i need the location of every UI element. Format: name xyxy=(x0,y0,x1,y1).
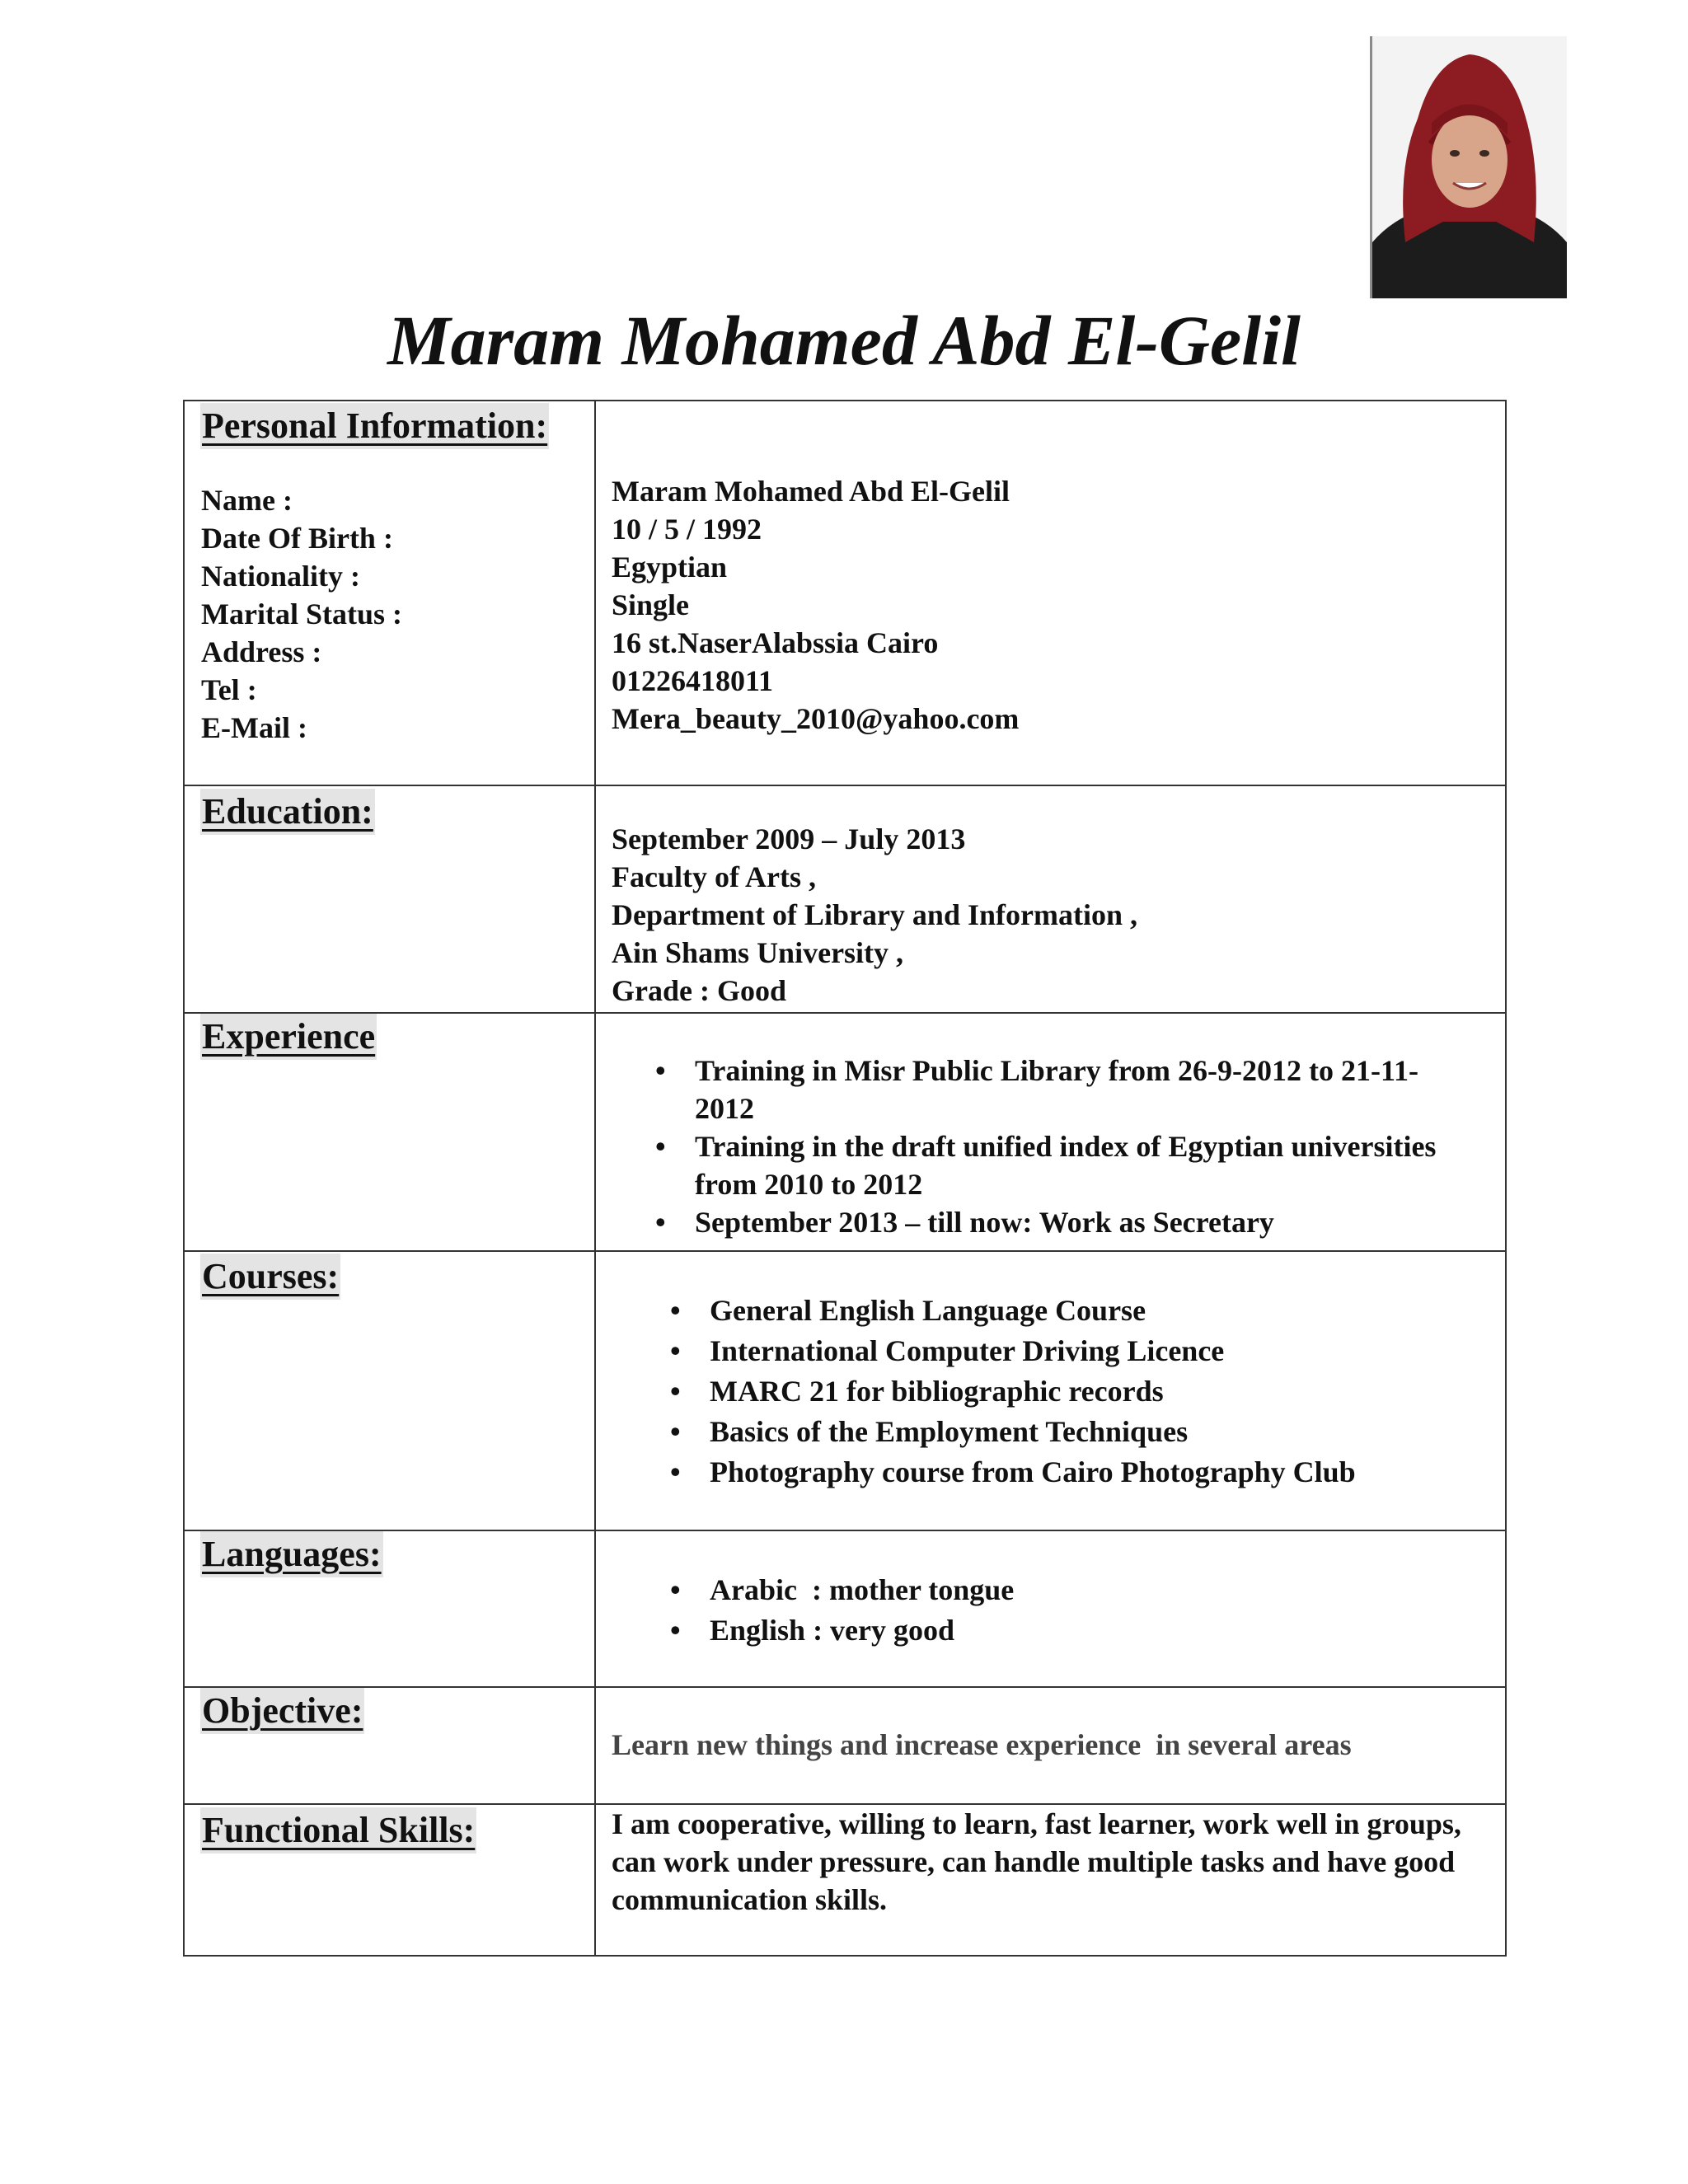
courses-value-cell xyxy=(595,1251,1506,1530)
language-item: • Arabic : mother tongue xyxy=(670,1573,1015,1606)
objective-label-cell xyxy=(184,1687,595,1804)
value-dob: 10 / 5 / 1992 xyxy=(612,513,762,546)
profile-photo xyxy=(1370,36,1567,298)
courses-heading: Courses: xyxy=(200,1254,340,1300)
education-value-cell xyxy=(595,785,1506,1013)
skills-label-cell xyxy=(184,1804,595,1956)
value-address: 16 st.NaserAlabssia Cairo xyxy=(612,626,939,659)
education-grade: Grade : Good xyxy=(612,974,786,1007)
value-tel: 01226418011 xyxy=(612,664,774,697)
experience-row xyxy=(184,1013,1506,1251)
personal-heading: Personal Information: xyxy=(200,403,549,449)
languages-row xyxy=(184,1530,1506,1687)
education-university: Ain Shams University , xyxy=(612,936,904,969)
resume-title: Maram Mohamed Abd El-Gelil xyxy=(387,301,1301,380)
course-item: • Basics of the Employment Techniques xyxy=(670,1415,1189,1448)
value-email[interactable]: Mera_beauty_2010@yahoo.com xyxy=(612,702,1020,735)
personal-label-list xyxy=(201,481,402,747)
languages-list xyxy=(670,1570,1472,1651)
label-tel: Tel : xyxy=(201,673,257,706)
value-nationality: Egyptian xyxy=(612,551,728,583)
experience-list xyxy=(655,1052,1456,1241)
label-email: E-Mail : xyxy=(201,711,307,744)
education-label-cell xyxy=(184,785,595,1013)
objective-text: Learn new things and increase experience in several areas xyxy=(612,1728,1352,1761)
experience-heading: Experience xyxy=(200,1014,377,1060)
label-dob: Date Of Birth : xyxy=(201,522,393,555)
objective-value-cell xyxy=(595,1687,1506,1804)
language-item: • English : very good xyxy=(670,1614,955,1647)
objective-heading: Objective: xyxy=(200,1688,364,1734)
label-address: Address : xyxy=(201,635,322,668)
languages-label-cell xyxy=(184,1530,595,1687)
label-nationality: Nationality : xyxy=(201,560,360,593)
skills-heading: Functional Skills: xyxy=(200,1807,476,1854)
experience-item: • Training in Misr Public Library from 26-9-2012 to 21-11-2012 xyxy=(655,1054,1418,1125)
value-marital-status: Single xyxy=(612,588,690,621)
resume-table xyxy=(183,400,1507,1957)
personal-value-list xyxy=(612,472,1505,738)
value-name: Maram Mohamed Abd El-Gelil xyxy=(612,475,1010,508)
experience-value-cell xyxy=(595,1013,1506,1251)
label-name: Name : xyxy=(201,484,293,517)
course-item: • International Computer Driving Licence xyxy=(670,1334,1225,1367)
courses-label-cell xyxy=(184,1251,595,1530)
personal-value-cell xyxy=(595,401,1506,785)
education-row xyxy=(184,785,1506,1013)
education-department: Department of Library and Information , xyxy=(612,898,1137,931)
education-heading: Education: xyxy=(200,789,375,835)
skills-value-cell xyxy=(595,1804,1506,1956)
skills-row xyxy=(184,1804,1506,1956)
skills-text: I am cooperative, willing to learn, fast learner, work well in groups, can work under pressure, can handle multiple tasks and have good communication skills. xyxy=(612,1807,1461,1916)
experience-item: • Training in the draft unified index of Egyptian universities from 2010 to 2012 xyxy=(655,1130,1437,1201)
languages-heading: Languages: xyxy=(200,1531,383,1577)
portrait-illustration xyxy=(1372,36,1567,298)
courses-list xyxy=(670,1291,1472,1493)
personal-label-cell xyxy=(184,401,595,785)
languages-value-cell xyxy=(595,1530,1506,1687)
education-dates: September 2009 – July 2013 xyxy=(612,823,966,855)
experience-item: • September 2013 – till now: Work as Secretary xyxy=(655,1206,1274,1239)
course-item: • MARC 21 for bibliographic records xyxy=(670,1375,1164,1408)
courses-row xyxy=(184,1251,1506,1530)
objective-row xyxy=(184,1687,1506,1804)
education-lines xyxy=(612,820,1505,1010)
personal-row xyxy=(184,401,1506,785)
experience-label-cell xyxy=(184,1013,595,1251)
course-item: • General English Language Course xyxy=(670,1294,1146,1327)
course-item: • Photography course from Cairo Photography Club xyxy=(670,1455,1356,1488)
education-faculty: Faculty of Arts , xyxy=(612,860,816,893)
label-marital-status: Marital Status : xyxy=(201,598,402,630)
